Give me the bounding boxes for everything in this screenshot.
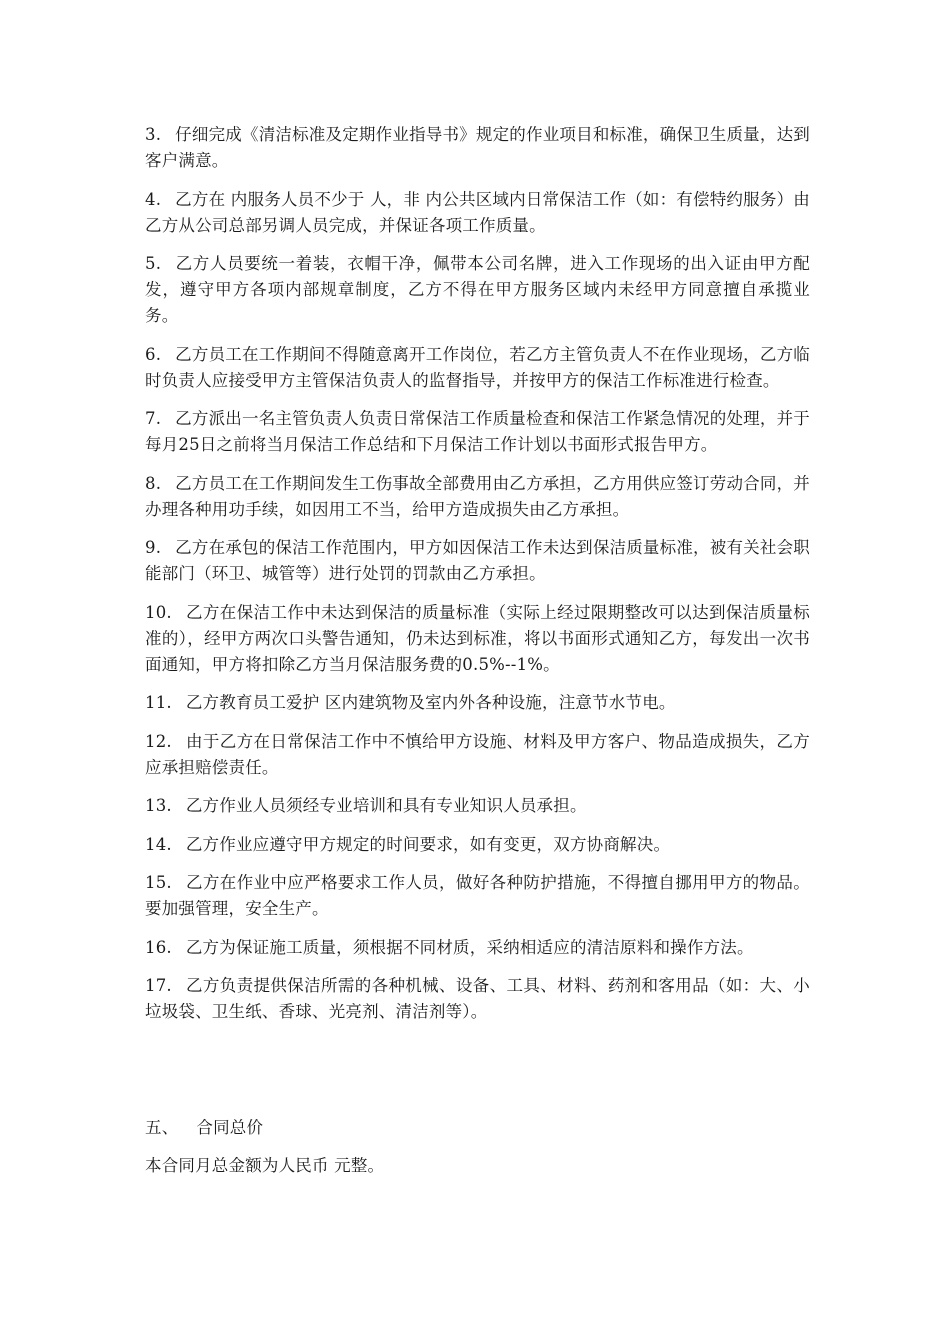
list-item <box>145 471 810 523</box>
list-item <box>145 832 810 858</box>
item-text: 乙方作业应遵守甲方规定的时间要求，如有变更，双方协商解决。 <box>185 834 671 854</box>
item-number: 7. <box>145 409 162 428</box>
list-item <box>145 690 810 716</box>
item-number: 10. <box>145 602 172 622</box>
list-item <box>145 729 810 781</box>
item-text: 乙方在保洁工作中未达到保洁的质量标准（实际上经过限期整改可以达到保洁质量标准的），经甲方两次口头警告通知，仍未达到标准，将以书面形式通知乙方，每发出一次书面通知，甲方将扣除乙方当月保洁服务费的0.5%--1%。 <box>145 602 810 674</box>
item-number: 12. <box>145 731 172 751</box>
item-number: 14. <box>145 834 172 854</box>
list-item <box>145 1076 810 1102</box>
item-text: 乙方作业人员须经专业培训和具有专业知识人员承担。 <box>185 796 587 815</box>
item-text: 乙方员工在工作期间不得随意离开工作岗位，若乙方主管负责人不在作业现场，乙方临时负责人应接受甲方主管保洁负责人的监督指导，并按甲方的保洁工作标准进行检查。 <box>145 344 810 390</box>
item-number: 15. <box>145 873 172 892</box>
item-number: 3. <box>145 125 162 144</box>
list-item <box>145 251 810 329</box>
item-number: 4. <box>145 189 162 209</box>
list-item <box>145 535 810 587</box>
item-text: 乙方负责提供保洁所需的各种机械、设备、工具、材料、药剂和客用品（如：大、小垃圾袋、卫生纸、香球、光亮剂、清洁剂等）。 <box>145 976 810 1021</box>
item-text: 仔细完成《清洁标准及定期作业指导书》规定的作业项目和标准，确保卫生质量，达到客户满意。 <box>145 125 810 170</box>
list-item <box>145 1038 810 1064</box>
item-text: 乙方在 内服务人员不少于 人，非 内公共区域内日常保洁工作（如：有偿特约服务）由乙方从公司总部另调人员完成，并保证各项工作质量。 <box>145 189 810 235</box>
list-item <box>145 935 810 961</box>
section-heading <box>145 1115 810 1141</box>
item-text: 乙方在承包的保洁工作范围内，甲方如因保洁工作未达到保洁质量标准，被有关社会职能部门（环卫、城管等）进行处罚的罚款由乙方承担。 <box>145 538 810 583</box>
item-text: 乙方员工在工作期间发生工伤事故全部费用由乙方承担，乙方用供应签订劳动合同，并办理各种用功手续，如因用工不当，给甲方造成损失由乙方承担。 <box>145 473 810 519</box>
list-item <box>145 870 810 922</box>
section-number: 五、 <box>145 1117 179 1137</box>
document-page <box>145 122 810 1192</box>
item-number: 5. <box>145 254 162 273</box>
item-number: 16. <box>145 937 172 957</box>
item-number: 13. <box>145 796 172 815</box>
item-text: 乙方为保证施工质量，须根据不同材质，采纳相适应的清洁原料和操作方法。 <box>185 937 754 957</box>
section-title: 合同总价 <box>196 1117 264 1137</box>
item-number: 11. <box>145 693 172 712</box>
item-text: 乙方在作业中应严格要求工作人员，做好各种防护措施，不得擅自挪用甲方的物品。要加强管理，安全生产。 <box>145 873 810 918</box>
list-item <box>145 793 810 819</box>
item-number: 6. <box>145 344 162 364</box>
item-number: 9. <box>145 538 162 557</box>
item-text: 乙方人员要统一着装，衣帽干净，佩带本公司名牌，进入工作现场的出入证由甲方配发，遵守甲方各项内部规章制度，乙方不得在甲方服务区域内未经甲方同意擅自承揽业务。 <box>145 254 810 325</box>
closing-text: 本合同月总金额为人民币 元整。 <box>145 1156 385 1175</box>
list-item <box>145 187 810 239</box>
item-number: 17. <box>145 976 172 995</box>
item-number: 8. <box>145 473 162 493</box>
list-item <box>145 406 810 458</box>
list-item <box>145 122 810 174</box>
item-text: 乙方教育员工爱护 区内建筑物及室内外各种设施，注意节水节电。 <box>185 693 676 712</box>
item-text: 乙方派出一名主管负责人负责日常保洁工作质量检查和保洁工作紧急情况的处理，并于每月25日之前将当月保洁工作总结和下月保洁工作计划以书面形式报告甲方。 <box>145 409 810 454</box>
list-item <box>145 600 810 678</box>
item-text: 由于乙方在日常保洁工作中不慎给甲方设施、材料及甲方客户、物品造成损失，乙方应承担赔偿责任。 <box>145 731 810 777</box>
list-item <box>145 973 810 1025</box>
list-item <box>145 342 810 394</box>
